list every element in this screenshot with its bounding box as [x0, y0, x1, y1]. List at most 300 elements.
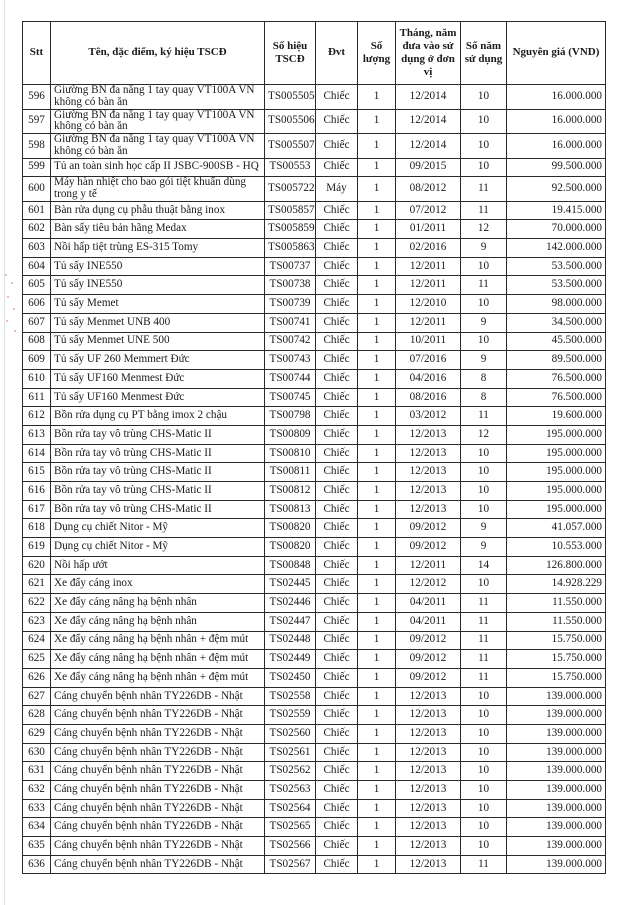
- cell-date: 04/2011: [396, 612, 461, 631]
- cell-code: TS02565: [265, 818, 316, 837]
- cell-code: TS02566: [265, 837, 316, 856]
- cell-date: 12/2011: [396, 556, 461, 575]
- cell-price: 99.500.000: [507, 158, 606, 177]
- cell-date: 09/2012: [396, 519, 461, 538]
- cell-qty: 1: [358, 109, 396, 134]
- cell-code: TS00812: [265, 482, 316, 501]
- cell-qty: 1: [358, 482, 396, 501]
- cell-price: 76.500.000: [507, 388, 606, 407]
- cell-years: 10: [461, 109, 507, 134]
- cell-date: 12/2011: [396, 257, 461, 276]
- cell-stt: 598: [23, 134, 51, 159]
- table-row: [23, 276, 606, 295]
- cell-code: TS02449: [265, 650, 316, 669]
- cell-code: TS00742: [265, 332, 316, 351]
- cell-years: 14: [461, 556, 507, 575]
- cell-qty: 1: [358, 425, 396, 444]
- cell-stt: 609: [23, 351, 51, 370]
- cell-price: 15.750.000: [507, 631, 606, 650]
- cell-stt: 600: [23, 177, 51, 202]
- table-body: [23, 85, 606, 874]
- header-code: Số hiệu TSCĐ: [265, 22, 316, 85]
- cell-date: 09/2012: [396, 538, 461, 557]
- cell-date: 12/2013: [396, 482, 461, 501]
- cell-qty: 1: [358, 463, 396, 482]
- cell-price: 195.000.000: [507, 500, 606, 519]
- cell-unit: Chiếc: [316, 556, 358, 575]
- cell-name: Cáng chuyển bệnh nhân TY226DB - Nhật: [51, 799, 265, 818]
- cell-unit: Chiếc: [316, 388, 358, 407]
- cell-stt: 633: [23, 799, 51, 818]
- cell-unit: Chiếc: [316, 818, 358, 837]
- table-row: [23, 519, 606, 538]
- cell-date: 12/2013: [396, 500, 461, 519]
- cell-unit: Chiếc: [316, 575, 358, 594]
- table-row: [23, 313, 606, 332]
- header-years: Số năm sử dụng: [461, 22, 507, 85]
- cell-stt: 614: [23, 444, 51, 463]
- cell-name: Tủ sấy UF160 Menmest Đức: [51, 388, 265, 407]
- table-row: [23, 724, 606, 743]
- cell-stt: 604: [23, 257, 51, 276]
- cell-date: 12/2013: [396, 724, 461, 743]
- cell-name: Cáng chuyển bệnh nhân TY226DB - Nhật: [51, 762, 265, 781]
- table-row: [23, 687, 606, 706]
- cell-price: 139.000.000: [507, 837, 606, 856]
- table-row: [23, 706, 606, 725]
- cell-price: 89.500.000: [507, 351, 606, 370]
- table-row: [23, 818, 606, 837]
- cell-stt: 620: [23, 556, 51, 575]
- cell-name: Nồi hấp tiệt trùng ES-315 Tomy: [51, 239, 265, 258]
- cell-code: TS005857: [265, 201, 316, 220]
- cell-price: 34.500.000: [507, 313, 606, 332]
- cell-stt: 605: [23, 276, 51, 295]
- cell-qty: 1: [358, 538, 396, 557]
- cell-years: 10: [461, 724, 507, 743]
- cell-date: 12/2011: [396, 313, 461, 332]
- cell-qty: 1: [358, 369, 396, 388]
- cell-name: Tủ an toàn sinh học cấp II JSBC-900SB - HQ: [51, 158, 265, 177]
- cell-price: 11.550.000: [507, 612, 606, 631]
- cell-qty: 1: [358, 239, 396, 258]
- cell-price: 139.000.000: [507, 724, 606, 743]
- cell-stt: 607: [23, 313, 51, 332]
- cell-code: TS02450: [265, 668, 316, 687]
- cell-qty: 1: [358, 257, 396, 276]
- cell-name: Dụng cụ chiết Nitor - Mỹ: [51, 538, 265, 557]
- cell-stt: 599: [23, 158, 51, 177]
- cell-stt: 613: [23, 425, 51, 444]
- table-row: [23, 668, 606, 687]
- cell-date: 01/2011: [396, 220, 461, 239]
- cell-date: 03/2012: [396, 407, 461, 426]
- cell-stt: 634: [23, 818, 51, 837]
- cell-qty: 1: [358, 220, 396, 239]
- cell-name: Giường BN đa năng 1 tay quay VT100A VN không có bàn ăn: [51, 109, 265, 134]
- cell-name: Bồn rửa tay vô trùng CHS-Matic II: [51, 482, 265, 501]
- cell-stt: 603: [23, 239, 51, 258]
- table-row: [23, 556, 606, 575]
- cell-price: 139.000.000: [507, 687, 606, 706]
- cell-years: 9: [461, 313, 507, 332]
- cell-years: 10: [461, 762, 507, 781]
- cell-date: 08/2012: [396, 177, 461, 202]
- cell-stt: 608: [23, 332, 51, 351]
- table-row: [23, 837, 606, 856]
- cell-unit: Chiếc: [316, 799, 358, 818]
- cell-price: 19.600.000: [507, 407, 606, 426]
- cell-stt: 628: [23, 706, 51, 725]
- table-row: [23, 85, 606, 110]
- cell-years: 10: [461, 85, 507, 110]
- cell-years: 10: [461, 818, 507, 837]
- cell-years: 10: [461, 575, 507, 594]
- table-row: [23, 257, 606, 276]
- cell-date: 09/2012: [396, 668, 461, 687]
- cell-date: 12/2013: [396, 799, 461, 818]
- cell-name: Xe đẩy cáng nâng hạ bệnh nhân: [51, 594, 265, 613]
- cell-qty: 1: [358, 332, 396, 351]
- cell-date: 12/2013: [396, 706, 461, 725]
- cell-name: Bồn rửa tay vô trùng CHS-Matic II: [51, 500, 265, 519]
- cell-qty: 1: [358, 781, 396, 800]
- cell-name: Xe đẩy cáng nâng hạ bệnh nhân + đệm mút: [51, 631, 265, 650]
- cell-code: TS02563: [265, 781, 316, 800]
- cell-unit: Chiếc: [316, 706, 358, 725]
- header-stt: Stt: [23, 22, 51, 85]
- cell-name: Dụng cụ chiết Nitor - Mỹ: [51, 519, 265, 538]
- cell-unit: Chiếc: [316, 538, 358, 557]
- cell-price: 139.000.000: [507, 762, 606, 781]
- cell-name: Xe đẩy cáng nâng hạ bệnh nhân: [51, 612, 265, 631]
- cell-years: 10: [461, 687, 507, 706]
- cell-unit: Chiếc: [316, 519, 358, 538]
- cell-code: TS00810: [265, 444, 316, 463]
- cell-code: TS00745: [265, 388, 316, 407]
- cell-qty: 1: [358, 201, 396, 220]
- cell-date: 04/2011: [396, 594, 461, 613]
- cell-code: TS02559: [265, 706, 316, 725]
- cell-years: 10: [461, 706, 507, 725]
- cell-qty: 1: [358, 650, 396, 669]
- cell-unit: Chiếc: [316, 158, 358, 177]
- cell-stt: 622: [23, 594, 51, 613]
- cell-qty: 1: [358, 500, 396, 519]
- cell-name: Cáng chuyển bệnh nhân TY226DB - Nhật: [51, 781, 265, 800]
- cell-code: TS02558: [265, 687, 316, 706]
- cell-code: TS02564: [265, 799, 316, 818]
- cell-date: 12/2013: [396, 837, 461, 856]
- cell-code: TS00813: [265, 500, 316, 519]
- cell-unit: Chiếc: [316, 482, 358, 501]
- cell-qty: 1: [358, 743, 396, 762]
- cell-unit: Chiếc: [316, 351, 358, 370]
- cell-years: 10: [461, 837, 507, 856]
- cell-stt: 632: [23, 781, 51, 800]
- cell-unit: Chiếc: [316, 444, 358, 463]
- cell-years: 11: [461, 201, 507, 220]
- cell-qty: 1: [358, 444, 396, 463]
- cell-code: TS02445: [265, 575, 316, 594]
- cell-qty: 1: [358, 134, 396, 159]
- cell-stt: 596: [23, 85, 51, 110]
- scan-page-edge: [4, 0, 5, 905]
- cell-code: TS00741: [265, 313, 316, 332]
- cell-stt: 623: [23, 612, 51, 631]
- header-unit: Đvt: [316, 22, 358, 85]
- cell-unit: Chiếc: [316, 239, 358, 258]
- table-header: [23, 22, 606, 85]
- cell-date: 12/2013: [396, 463, 461, 482]
- cell-price: 53.500.000: [507, 276, 606, 295]
- cell-unit: Chiếc: [316, 762, 358, 781]
- cell-price: 139.000.000: [507, 743, 606, 762]
- cell-stt: 629: [23, 724, 51, 743]
- cell-price: 16.000.000: [507, 134, 606, 159]
- cell-date: 12/2013: [396, 855, 461, 874]
- cell-name: Xe đẩy cáng nâng hạ bệnh nhân + đệm mút: [51, 668, 265, 687]
- cell-unit: Chiếc: [316, 855, 358, 874]
- cell-stt: 626: [23, 668, 51, 687]
- cell-qty: 1: [358, 594, 396, 613]
- cell-qty: 1: [358, 668, 396, 687]
- cell-stt: 602: [23, 220, 51, 239]
- cell-price: 92.500.000: [507, 177, 606, 202]
- cell-years: 12: [461, 220, 507, 239]
- cell-name: Tủ sấy Menmet UNB 400: [51, 313, 265, 332]
- cell-unit: Chiếc: [316, 594, 358, 613]
- cell-price: 139.000.000: [507, 855, 606, 874]
- header-price: Nguyên giá (VND): [507, 22, 606, 85]
- cell-date: 10/2011: [396, 332, 461, 351]
- cell-unit: Chiếc: [316, 724, 358, 743]
- cell-price: 19.415.000: [507, 201, 606, 220]
- cell-years: 8: [461, 369, 507, 388]
- cell-price: 16.000.000: [507, 85, 606, 110]
- cell-stt: 621: [23, 575, 51, 594]
- table-row: [23, 594, 606, 613]
- table-row: [23, 631, 606, 650]
- table-row: [23, 134, 606, 159]
- cell-date: 02/2016: [396, 239, 461, 258]
- cell-code: TS02448: [265, 631, 316, 650]
- cell-qty: 1: [358, 407, 396, 426]
- cell-date: 12/2013: [396, 762, 461, 781]
- cell-price: 15.750.000: [507, 668, 606, 687]
- cell-name: Tủ sấy UF 260 Memmert Đức: [51, 351, 265, 370]
- cell-code: TS02446: [265, 594, 316, 613]
- cell-code: TS00737: [265, 257, 316, 276]
- cell-code: TS02567: [265, 855, 316, 874]
- cell-stt: 611: [23, 388, 51, 407]
- cell-code: TS00738: [265, 276, 316, 295]
- cell-date: 12/2013: [396, 743, 461, 762]
- cell-unit: Chiếc: [316, 295, 358, 314]
- cell-years: 9: [461, 519, 507, 538]
- cell-years: 10: [461, 781, 507, 800]
- cell-code: TS00848: [265, 556, 316, 575]
- cell-years: 11: [461, 276, 507, 295]
- cell-date: 12/2013: [396, 818, 461, 837]
- table-row: [23, 463, 606, 482]
- fixed-asset-table: [22, 21, 606, 874]
- cell-date: 12/2011: [396, 276, 461, 295]
- cell-name: Cáng chuyển bệnh nhân TY226DB - Nhật: [51, 855, 265, 874]
- cell-price: 11.550.000: [507, 594, 606, 613]
- cell-unit: Chiếc: [316, 425, 358, 444]
- table-row: [23, 369, 606, 388]
- cell-price: 45.500.000: [507, 332, 606, 351]
- cell-date: 12/2014: [396, 134, 461, 159]
- cell-price: 53.500.000: [507, 257, 606, 276]
- cell-date: 08/2016: [396, 388, 461, 407]
- header-name: Tên, đặc điểm, ký hiệu TSCĐ: [51, 22, 265, 85]
- cell-stt: 597: [23, 109, 51, 134]
- table-row: [23, 500, 606, 519]
- cell-years: 10: [461, 332, 507, 351]
- cell-code: TS02560: [265, 724, 316, 743]
- table-row: [23, 239, 606, 258]
- cell-unit: Chiếc: [316, 276, 358, 295]
- cell-name: Bồn rửa tay vô trùng CHS-Matic II: [51, 425, 265, 444]
- table-row: [23, 158, 606, 177]
- cell-code: TS00820: [265, 538, 316, 557]
- cell-qty: 1: [358, 388, 396, 407]
- table-row: [23, 482, 606, 501]
- cell-years: 11: [461, 177, 507, 202]
- cell-name: Tủ sấy INE550: [51, 257, 265, 276]
- cell-qty: 1: [358, 762, 396, 781]
- table-row: [23, 109, 606, 134]
- cell-qty: 1: [358, 575, 396, 594]
- cell-unit: Chiếc: [316, 631, 358, 650]
- cell-qty: 1: [358, 799, 396, 818]
- cell-price: 10.553.000: [507, 538, 606, 557]
- table-row: [23, 799, 606, 818]
- cell-code: TS005863: [265, 239, 316, 258]
- cell-qty: 1: [358, 177, 396, 202]
- cell-unit: Chiếc: [316, 687, 358, 706]
- cell-years: 11: [461, 631, 507, 650]
- cell-unit: Chiếc: [316, 109, 358, 134]
- cell-code: TS02447: [265, 612, 316, 631]
- cell-qty: 1: [358, 631, 396, 650]
- cell-name: Bồn rửa tay vô trùng CHS-Matic II: [51, 463, 265, 482]
- cell-name: Cáng chuyển bệnh nhân TY226DB - Nhật: [51, 706, 265, 725]
- cell-qty: 1: [358, 158, 396, 177]
- cell-qty: 1: [358, 687, 396, 706]
- cell-unit: Chiếc: [316, 650, 358, 669]
- cell-date: 07/2016: [396, 351, 461, 370]
- cell-stt: 630: [23, 743, 51, 762]
- cell-name: Cáng chuyển bệnh nhân TY226DB - Nhật: [51, 687, 265, 706]
- cell-price: 195.000.000: [507, 425, 606, 444]
- table-row: [23, 201, 606, 220]
- cell-qty: 1: [358, 818, 396, 837]
- cell-date: 12/2010: [396, 295, 461, 314]
- table-row: [23, 612, 606, 631]
- cell-name: Cáng chuyển bệnh nhân TY226DB - Nhật: [51, 837, 265, 856]
- cell-price: 139.000.000: [507, 706, 606, 725]
- cell-unit: Chiếc: [316, 612, 358, 631]
- table-row: [23, 407, 606, 426]
- cell-price: 139.000.000: [507, 781, 606, 800]
- table-row: [23, 351, 606, 370]
- cell-years: 8: [461, 388, 507, 407]
- table-row: [23, 388, 606, 407]
- cell-date: 09/2015: [396, 158, 461, 177]
- cell-date: 12/2013: [396, 687, 461, 706]
- cell-qty: 1: [358, 519, 396, 538]
- cell-date: 04/2016: [396, 369, 461, 388]
- cell-unit: Chiếc: [316, 500, 358, 519]
- cell-stt: 627: [23, 687, 51, 706]
- header-qty: Số lượng: [358, 22, 396, 85]
- cell-stt: 636: [23, 855, 51, 874]
- cell-price: 139.000.000: [507, 818, 606, 837]
- table-row: [23, 781, 606, 800]
- cell-name: Máy hàn nhiệt cho bao gói tiệt khuẩn dùng trong y tế: [51, 177, 265, 202]
- cell-date: 12/2014: [396, 85, 461, 110]
- cell-years: 10: [461, 257, 507, 276]
- cell-code: TS005506: [265, 109, 316, 134]
- cell-years: 10: [461, 799, 507, 818]
- cell-years: 11: [461, 612, 507, 631]
- cell-code: TS00820: [265, 519, 316, 538]
- cell-qty: 1: [358, 837, 396, 856]
- cell-stt: 624: [23, 631, 51, 650]
- cell-years: 10: [461, 463, 507, 482]
- table-row: [23, 762, 606, 781]
- red-stamp-marks: [2, 270, 20, 340]
- cell-price: 142.000.000: [507, 239, 606, 258]
- cell-stt: 615: [23, 463, 51, 482]
- cell-name: Bàn rửa dụng cụ phẫu thuật bằng inox: [51, 201, 265, 220]
- cell-stt: 606: [23, 295, 51, 314]
- cell-qty: 1: [358, 295, 396, 314]
- cell-date: 12/2013: [396, 425, 461, 444]
- cell-qty: 1: [358, 706, 396, 725]
- cell-price: 195.000.000: [507, 463, 606, 482]
- cell-name: Giường BN đa năng 1 tay quay VT100A VN không có bàn ăn: [51, 85, 265, 110]
- cell-years: 10: [461, 158, 507, 177]
- table-row: [23, 295, 606, 314]
- table-row: [23, 332, 606, 351]
- table-row: [23, 538, 606, 557]
- cell-price: 76.500.000: [507, 369, 606, 388]
- table-row: [23, 575, 606, 594]
- cell-qty: 1: [358, 351, 396, 370]
- cell-stt: 616: [23, 482, 51, 501]
- cell-years: 11: [461, 668, 507, 687]
- cell-code: TS00744: [265, 369, 316, 388]
- cell-unit: Chiếc: [316, 743, 358, 762]
- cell-code: TS02561: [265, 743, 316, 762]
- cell-years: 10: [461, 482, 507, 501]
- cell-code: TS00553: [265, 158, 316, 177]
- cell-years: 12: [461, 425, 507, 444]
- cell-stt: 610: [23, 369, 51, 388]
- cell-years: 11: [461, 407, 507, 426]
- cell-unit: Chiếc: [316, 837, 358, 856]
- cell-years: 10: [461, 500, 507, 519]
- cell-code: TS00739: [265, 295, 316, 314]
- cell-unit: Chiếc: [316, 313, 358, 332]
- cell-date: 12/2014: [396, 109, 461, 134]
- table-row: [23, 220, 606, 239]
- cell-price: 41.057.000: [507, 519, 606, 538]
